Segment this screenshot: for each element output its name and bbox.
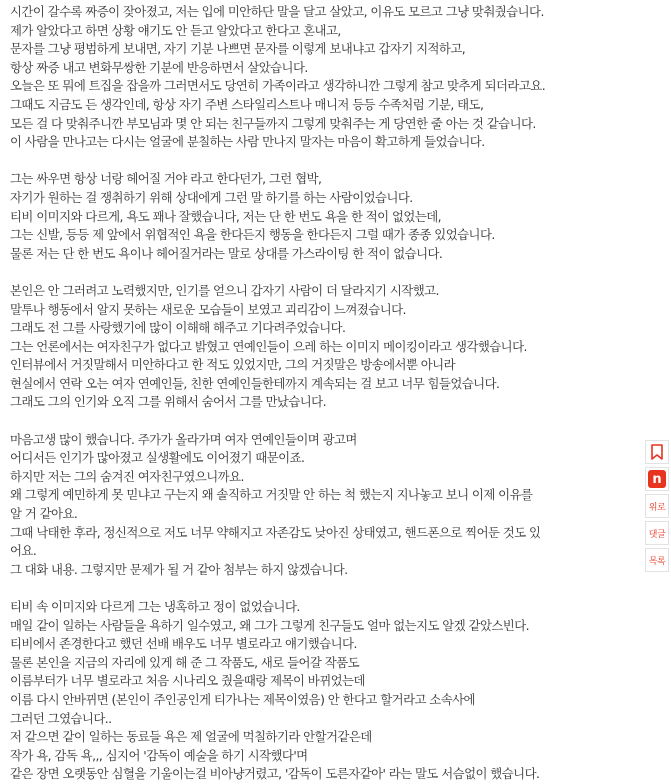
text-line: 그는 싸우면 항상 너랑 헤어질 거야 라고 한다던가, 그런 협박,: [10, 171, 322, 187]
scroll-top-button[interactable]: 위로: [645, 494, 669, 518]
text-line: 티비 이미지와 다르게, 욕도 꽤나 잘했습니다, 저는 단 한 번도 욕을 한 적이 없었는데,: [10, 208, 442, 224]
paragraph: [10, 170, 640, 263]
text-line: 문자를 그냥 평범하게 보내면, 자기 기분 나쁘면 문자를 이렇게 보내냐고 갑자기 지적하고,: [10, 41, 466, 57]
text-line: 그는 언론에서는 여자친구가 없다고 밝혔고 연예인들이 으레 하는 이미지 메이킹이라고 생각했습니다.: [10, 338, 527, 354]
text-line: 모든 걸 다 맞춰주니깐 부모님과 몇 안 되는 친구들까지 그렇게 맞춰주는 게 당연한 줄 아는 것 같습니다.: [10, 115, 536, 131]
bookmark-button[interactable]: [645, 440, 669, 464]
text-line: 시간이 갈수록 짜증이 잦아졌고, 저는 입에 미안하단 말을 달고 살았고, 이유도 모르고 그냥 맞춰줬습니다.: [10, 4, 544, 19]
floating-side-toolbar: [645, 440, 671, 572]
text-line: 항상 짜증 내고 변화무쌍한 기분에 반응하면서 살았습니다.: [10, 59, 308, 75]
list-button[interactable]: 목록: [645, 548, 669, 572]
paragraph-gap: [10, 263, 640, 282]
text-line: 그때도 지금도 든 생각인데, 항상 자기 주변 스타일리스트나 매니저 등등 수족처럼 기분, 태도,: [10, 96, 484, 112]
text-line: 알 거 같아요.: [10, 506, 78, 522]
text-line: 그래도 전 그를 사랑했기에 많이 이해해 해주고 기다려주었습니다.: [10, 320, 346, 336]
paragraph: [10, 3, 640, 152]
text-line: 그때 낙태한 후라, 정신적으로 저도 너무 약해지고 자존감도 낮아진 상태였고, 핸드폰으로 찍어둔 것도 있: [10, 524, 541, 540]
text-line: 그는 신발, 등등 제 앞에서 위협적인 욕을 한다든지 행동을 한다든지 그럴 때가 종종 있었습니다.: [10, 227, 495, 243]
text-line: 어디서든 인기가 많아졌고 실생활에도 이어졌기 때문이죠.: [10, 450, 305, 466]
paragraph: [10, 431, 640, 580]
comments-button[interactable]: 댓글: [645, 521, 669, 545]
text-line: 현실에서 연락 오는 여자 연예인들, 친한 연예인들한테까지 계속되는 걸 보고 너무 힘들었습니다.: [10, 375, 500, 391]
text-line: 말투나 행동에서 알지 못하는 새로운 모습들이 보였고 괴리감이 느껴졌습니다.: [10, 301, 406, 317]
paragraph: [10, 282, 640, 412]
text-line: 오늘은 또 뭐에 트집을 잡을까 그러면서도 당연히 가족이라고 생각하니깐 그렇게 참고 맞추게 되더라고요.: [10, 78, 546, 94]
text-line: 제가 알았다고 하면 상황 얘기도 안 듣고 알았다고 한다고 혼내고,: [10, 22, 341, 38]
text-line: 하지만 저는 그의 숨겨진 여자친구였으니까요.: [10, 468, 244, 484]
text-line: 그러던 그였습니다..: [10, 710, 112, 726]
text-line: 이 사람을 만나고는 다시는 얼굴에 분칠하는 사람 만나지 말자는 마음이 확고하게 들었습니다.: [10, 134, 485, 150]
text-line: 그 대화 내용. 그렇지만 문제가 될 거 같아 첨부는 하지 않겠습니다.: [10, 561, 348, 577]
text-line: 매일 같이 일하는 사람들을 욕하기 일수였고, 왜 그가 그렇게 친구들도 얼마 없는지도 알겠 같았스빈다.: [10, 617, 530, 633]
article-body: [10, 3, 640, 784]
paragraph: [10, 598, 640, 784]
text-line: 저 같으면 같이 일하는 동료들 욕은 제 얼굴에 먹칠하기라 안할거같은데: [10, 729, 372, 745]
text-line: 작가 욕, 감독 욕,,, 심지어 '감독이 예술을 하기 시작했다'며: [10, 747, 308, 763]
text-line: 인터뷰에서 거짓말해서 미안하다고 한 적도 있었지만, 그의 거짓말은 방송에서뿐 아니라: [10, 357, 455, 373]
paragraph-gap: [10, 412, 640, 431]
text-line: 마음고생 많이 했습니다. 주가가 올라가며 여자 연예인들이며 광고며: [10, 431, 357, 447]
text-line: 티비 속 이미지와 다르게 그는 냉혹하고 정이 없었습니다.: [10, 599, 300, 614]
paragraph-gap: [10, 152, 640, 171]
n-logo-icon: n: [648, 470, 666, 488]
brand-button[interactable]: [645, 467, 669, 491]
text-line: 이름부터가 너무 별로라고 처음 시나리오 줬을때랑 제목이 바뀌었는데: [10, 673, 365, 689]
text-line: 물론 저는 단 한 번도 욕이나 헤어질거라는 말로 상대를 가스라이팅 한 적이 없습니다.: [10, 245, 443, 261]
text-line: 왜 그렇게 예민하게 못 믿냐고 구는지 왜 솔직하고 거짓말 안 하는 척 했는지 지나놓고 보니 이제 이유를: [10, 487, 533, 503]
text-line: 이름 다시 안바뀌면 (본인이 주인공인게 티가나는 제목이였음) 안 한다고 할거라고 소속사에: [10, 691, 475, 707]
text-line: 본인은 안 그러려고 노력했지만, 인기를 얻으니 갑자기 사람이 더 달라지기 시작했고.: [10, 282, 439, 298]
paragraph-gap: [10, 579, 640, 598]
text-line: 물론 본인을 지금의 자리에 있게 해 준 그 작품도, 새로 들어갈 작품도: [10, 654, 359, 670]
text-line: 어요.: [10, 543, 37, 559]
text-line: 같은 장면 오랫동안 심혈을 기울이는걸 비아냥거렸고, '감독이 도른자같아' 라는 말도 서슴없이 했습니다.: [10, 766, 540, 782]
text-line: 티비에서 존경한다고 했던 선배 배우도 너무 별로라고 얘기했습니다.: [10, 636, 357, 652]
text-line: 그래도 그의 인기와 오직 그를 위해서 숨어서 그를 만났습니다.: [10, 394, 326, 410]
bookmark-icon: [650, 444, 664, 460]
text-line: 자기가 원하는 걸 쟁취하기 위해 상대에게 그런 말 하기를 하는 사람이었습니다.: [10, 189, 413, 205]
